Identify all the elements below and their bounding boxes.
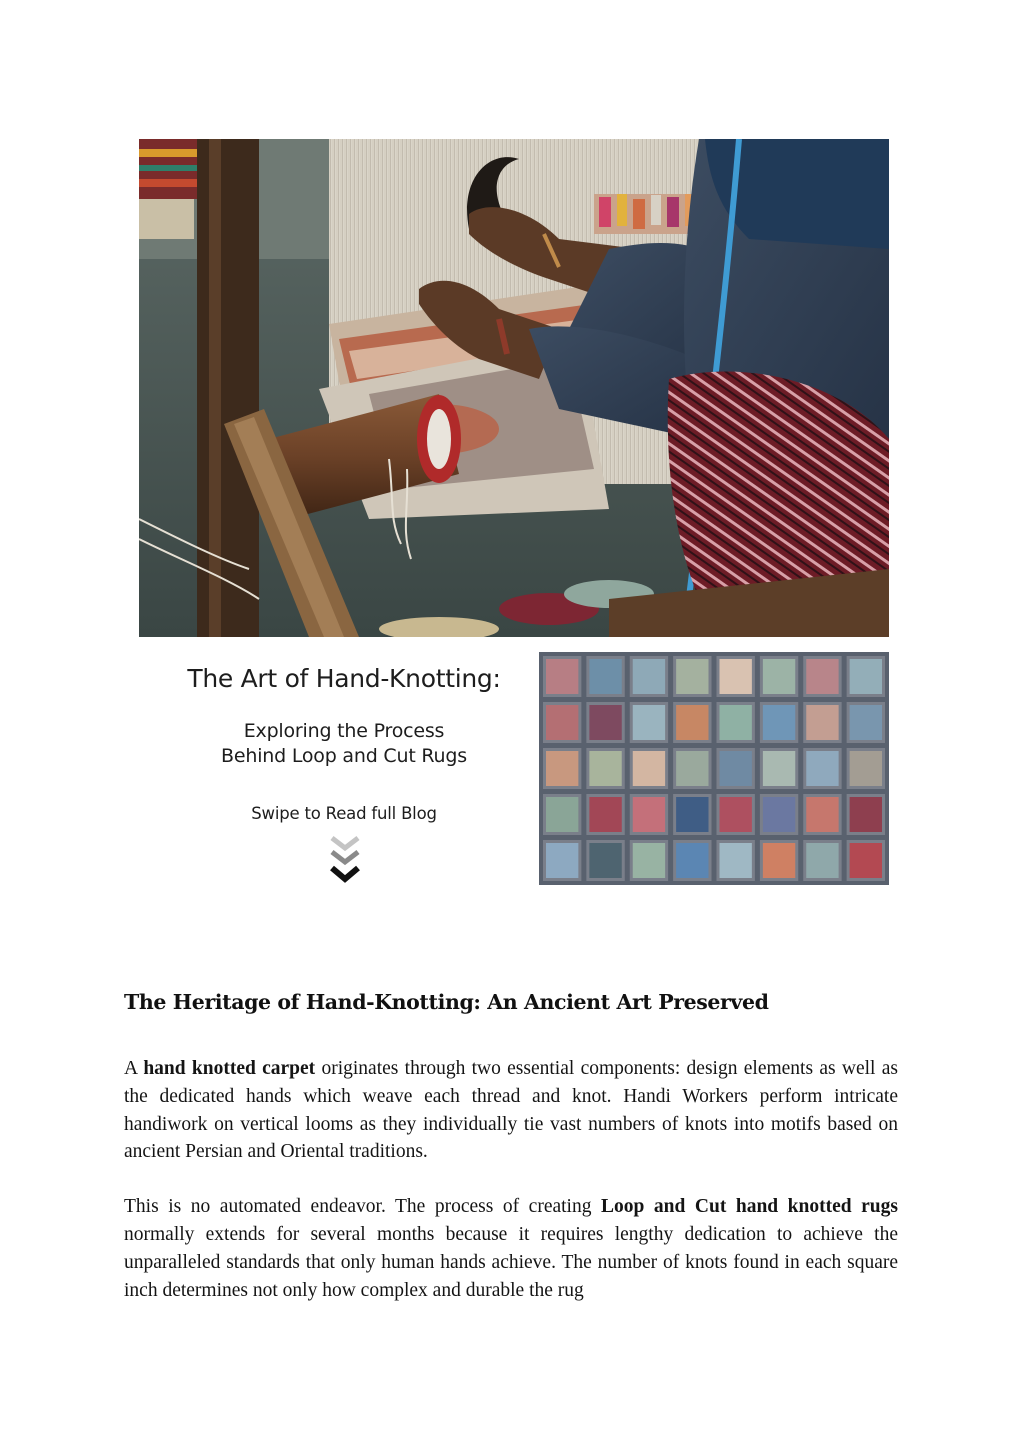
p1-rest: originates through two essential components: design elements as well as the dedicated hands which weave each thread and knot. Handi Workers perform intricate handiwork on vertical looms as they individually tie vast numbers of knots into motifs based on ancient Persian and Oriental traditions.	[124, 1058, 898, 1163]
rug-tile	[763, 659, 795, 694]
rug-tile	[676, 751, 708, 786]
rug-tile	[589, 751, 621, 786]
rug-tile	[850, 843, 882, 878]
rug-tile	[850, 659, 882, 694]
promo-title: The Art of Hand-Knotting:	[187, 664, 501, 693]
rug-tile	[633, 705, 665, 740]
rug-tile	[763, 751, 795, 786]
rug-tile	[589, 659, 621, 694]
promo-subtitle-line1: Exploring the Process	[243, 720, 445, 742]
rug-tile	[806, 751, 838, 786]
rug-tile	[720, 659, 752, 694]
p2-lead: This is no automated endeavor. The process of creating	[124, 1196, 602, 1218]
rug-tile	[806, 705, 838, 740]
rug-tile	[633, 843, 665, 878]
rug-tile	[720, 797, 752, 832]
rug-tile	[589, 797, 621, 832]
rug-tile	[850, 797, 882, 832]
rug-tile	[546, 751, 578, 786]
rug-image	[539, 652, 889, 885]
rug-tile	[720, 843, 752, 878]
p1-bold-keyword: hand knotted carpet	[143, 1058, 316, 1079]
article-heading: The Heritage of Hand-Knotting: An Ancient Art Preserved	[124, 990, 769, 1014]
promo-subtitle-line2: Behind Loop and Cut Rugs	[221, 745, 467, 767]
rug-tile	[546, 843, 578, 878]
rug-tile	[633, 751, 665, 786]
article	[124, 986, 898, 1304]
rug-tile	[633, 659, 665, 694]
article-paragraph-1	[124, 1055, 898, 1166]
rug-tile	[806, 797, 838, 832]
rug-tile	[806, 659, 838, 694]
swipe-prompt: Swipe to Read full Blog	[251, 804, 437, 823]
rug-tile	[589, 705, 621, 740]
rug-tile	[589, 843, 621, 878]
loom-photo	[139, 139, 889, 637]
rug-tile	[546, 797, 578, 832]
rug-tile	[763, 843, 795, 878]
p2-bold-keyword: Loop and Cut hand knotted rugs	[601, 1196, 898, 1218]
promo-text-block	[139, 650, 549, 895]
rug-tile	[850, 705, 882, 740]
rug-tile	[676, 705, 708, 740]
chevrons-down-icon	[329, 834, 361, 890]
rug-tile	[850, 751, 882, 786]
rug-tile	[676, 797, 708, 832]
rug-tile	[546, 705, 578, 740]
rug-tile	[806, 843, 838, 878]
rug-tile	[763, 705, 795, 740]
rug-tile	[633, 797, 665, 832]
rug-tile	[676, 659, 708, 694]
rug-tile	[676, 843, 708, 878]
rug-tile	[720, 705, 752, 740]
rug-tile	[763, 797, 795, 832]
rug-tile	[546, 659, 578, 694]
p2-rest: normally extends for several months because it requires lengthy dedication to achieve the unparalleled standards that only human hands achieve. The number of knots found in each square inch determines not only how complex and durable the rug	[124, 1223, 898, 1301]
p1-lead: A	[124, 1058, 144, 1079]
rug-tile	[720, 751, 752, 786]
promo-banner	[139, 650, 889, 895]
article-paragraph-2	[124, 1193, 898, 1304]
